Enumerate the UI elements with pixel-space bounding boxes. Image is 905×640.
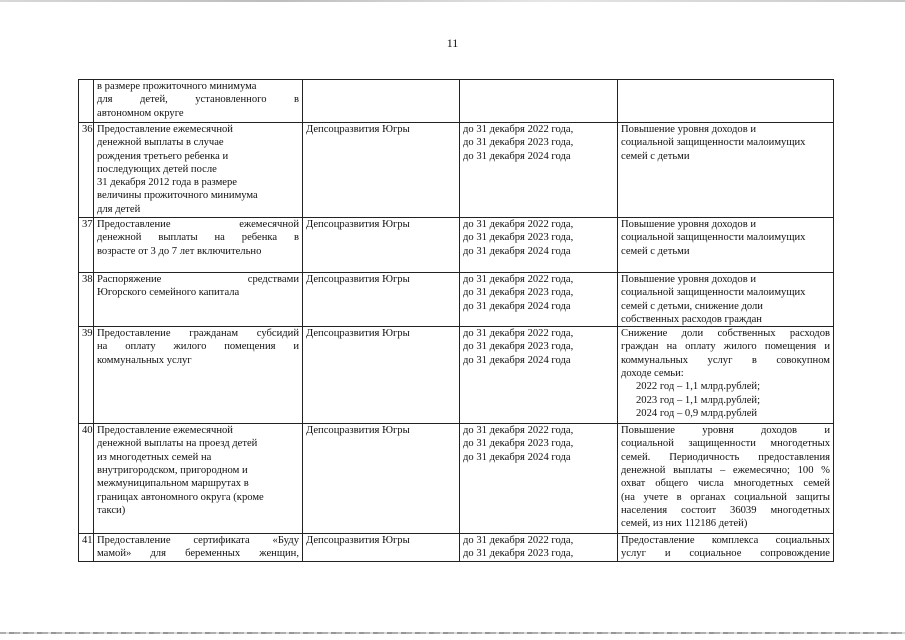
table-row — [79, 273, 834, 327]
measure-name-line: денежной выплаты на ребенка в — [97, 232, 299, 244]
expected-result-line: Повышение уровня доходов и — [621, 274, 757, 285]
measures-table — [78, 79, 834, 562]
row-number-cell: 36 — [79, 123, 94, 218]
expected-result-line: граждан на оплату жилого помещения и — [621, 341, 830, 353]
expected-result-line: доходе семьи: — [621, 368, 684, 380]
expected-result-cell — [618, 424, 834, 534]
term-line: до 31 декабря 2022 года, — [463, 328, 574, 340]
measure-name-line: Предоставление сертификата «Буду — [97, 535, 299, 547]
measure-name-line: в размере прожиточного минимума — [97, 81, 257, 92]
executor-cell: Депсоцразвития Югры — [303, 534, 460, 562]
measure-name-line: такси) — [97, 504, 126, 516]
measure-name-cell — [94, 218, 303, 273]
term-line: до 31 декабря 2023 года, — [463, 341, 574, 353]
term-line: до 31 декабря 2024 года — [463, 451, 571, 463]
measure-name-cell — [94, 123, 303, 218]
expected-result-line: населения состоит 36039 многодетных — [621, 504, 830, 516]
page-number: 11 — [446, 36, 459, 50]
executor-cell: Депсоцразвития Югры — [303, 273, 460, 327]
measure-name-line: Предоставление ежемесячной — [97, 124, 233, 135]
table-row — [79, 424, 834, 534]
row-number-cell: 37 — [79, 218, 94, 273]
term-cell — [460, 80, 618, 123]
expected-result-line: социальной защищенности малоимущих — [621, 137, 806, 149]
measure-name-cell — [94, 534, 303, 562]
row-number-cell — [79, 80, 94, 123]
term-line: до 31 декабря 2023 года, — [463, 287, 574, 299]
expected-result-line: семей, из них 112186 детей) — [621, 518, 748, 530]
expected-result-line: социальной защищенности малоимущих — [621, 287, 806, 299]
term-line: до 31 декабря 2022 года, — [463, 274, 574, 285]
term-line: до 31 декабря 2023 года, — [463, 232, 574, 244]
expected-result-line: коммунальных услуг в совокупном — [621, 354, 830, 366]
expected-result-line: Повышение уровня доходов и — [621, 219, 757, 230]
term-line: до 31 декабря 2022 года, — [463, 425, 574, 437]
term-cell — [460, 123, 618, 218]
table-row — [79, 534, 834, 562]
expected-result-cell — [618, 123, 834, 218]
measure-name-cell — [94, 327, 303, 424]
executor-cell: Депсоцразвития Югры — [303, 327, 460, 424]
expected-result-line: социальной защищенности малоимущих — [621, 232, 806, 244]
executor-cell: Депсоцразвития Югры — [303, 218, 460, 273]
term-line: до 31 декабря 2024 года — [463, 245, 571, 257]
measure-name-line: межмуниципальном маршрутах в — [97, 478, 249, 490]
row-number-cell: 40 — [79, 424, 94, 534]
expected-result-line: Повышение уровня доходов и — [621, 124, 757, 135]
measure-name-line: из многодетных семей на — [97, 451, 212, 463]
term-line: до 31 декабря 2023 года, — [463, 137, 574, 149]
measures-table-body — [79, 80, 834, 562]
term-cell — [460, 327, 618, 424]
term-line: до 31 декабря 2022 года, — [463, 535, 574, 547]
measure-name-line: Предоставление гражданам субсидий — [97, 328, 299, 340]
expected-result-cell — [618, 80, 834, 123]
measure-name-line: коммунальных услуг — [97, 354, 192, 366]
expected-result-line: 2023 год – 1,1 млрд.рублей; — [636, 394, 761, 406]
term-line: до 31 декабря 2024 года — [463, 150, 571, 162]
measure-name-cell — [94, 80, 303, 123]
scan-edge-bottom — [0, 632, 905, 634]
term-cell — [460, 534, 618, 562]
table-row — [79, 218, 834, 273]
table-row — [79, 123, 834, 218]
expected-result-cell — [618, 218, 834, 273]
expected-result-line: (на учете в органах социальной защиты — [621, 491, 830, 503]
term-line: до 31 декабря 2024 года — [463, 300, 571, 312]
measure-name-line: внутригородском, пригородном и — [97, 465, 248, 477]
expected-result-cell — [618, 273, 834, 327]
expected-result-cell — [618, 327, 834, 424]
measure-name-line: для детей, установленного в — [97, 94, 299, 106]
measure-name-line: Югорского семейного капитала — [97, 287, 240, 299]
measure-name-line: границах автономного округа (кроме — [97, 491, 264, 503]
expected-result-line: Предоставление комплекса социальных — [621, 535, 830, 547]
measure-name-line: 31 декабря 2012 года в размере — [97, 177, 237, 189]
table-row — [79, 327, 834, 424]
measure-name-line: последующих детей после — [97, 163, 217, 175]
expected-result-line: собственных расходов граждан — [621, 313, 762, 325]
table-row — [79, 80, 834, 123]
measure-name-line: величины прожиточного минимума — [97, 190, 258, 202]
executor-cell: Депсоцразвития Югры — [303, 424, 460, 534]
expected-result-line: семей с детьми — [621, 245, 690, 257]
measure-name-line: Предоставление ежемесячной — [97, 219, 299, 230]
term-line: до 31 декабря 2023 года, — [463, 548, 574, 560]
scan-edge-top — [0, 0, 905, 2]
expected-result-line: семей с детьми — [621, 150, 690, 162]
executor-cell — [303, 80, 460, 123]
executor-cell: Депсоцразвития Югры — [303, 123, 460, 218]
measure-name-cell — [94, 424, 303, 534]
expected-result-cell — [618, 534, 834, 562]
measure-name-cell — [94, 273, 303, 327]
expected-result-line: денежной выплаты – ежемесячно; 100 % — [621, 465, 830, 477]
measure-name-line: Предоставление ежемесячной — [97, 425, 233, 437]
row-number-cell: 39 — [79, 327, 94, 424]
measure-name-line: возрасте от 3 до 7 лет включительно — [97, 245, 262, 257]
term-cell — [460, 273, 618, 327]
measure-name-line: автономном округе — [97, 107, 184, 119]
measure-name-line: Распоряжение средствами — [97, 274, 299, 285]
measure-name-line: для детей — [97, 203, 141, 215]
row-number-cell: 41 — [79, 534, 94, 562]
term-cell — [460, 424, 618, 534]
term-line: до 31 декабря 2022 года, — [463, 219, 574, 230]
term-line: до 31 декабря 2022 года, — [463, 124, 574, 135]
measure-name-line: мамой» для беременных женщин, — [97, 548, 299, 560]
expected-result-line: 2024 год – 0,9 млрд.рублей — [636, 407, 758, 419]
expected-result-line: услуг и социальное сопровождение — [621, 548, 830, 560]
expected-result-line: Повышение уровня доходов и — [621, 425, 830, 437]
expected-result-line: семей. Периодичность предоставления — [621, 451, 830, 463]
measure-name-line: на оплату жилого помещения и — [97, 341, 299, 353]
row-number-cell: 38 — [79, 273, 94, 327]
expected-result-line: семей с детьми, снижение доли — [621, 300, 763, 312]
term-line: до 31 декабря 2023 года, — [463, 438, 574, 450]
expected-result-line: 2022 год – 1,1 млрд.рублей; — [636, 381, 761, 393]
term-line: до 31 декабря 2024 года — [463, 354, 571, 366]
measure-name-line: рождения третьего ребенка и — [97, 150, 229, 162]
expected-result-line: Снижение доли собственных расходов — [621, 328, 830, 340]
measure-name-line: денежной выплаты на проезд детей — [97, 438, 258, 450]
expected-result-line: охват общего числа многодетных семей — [621, 478, 830, 490]
expected-result-line: социальной защищенности многодетных — [621, 438, 830, 450]
term-cell — [460, 218, 618, 273]
measure-name-line: денежной выплаты в случае — [97, 137, 224, 149]
